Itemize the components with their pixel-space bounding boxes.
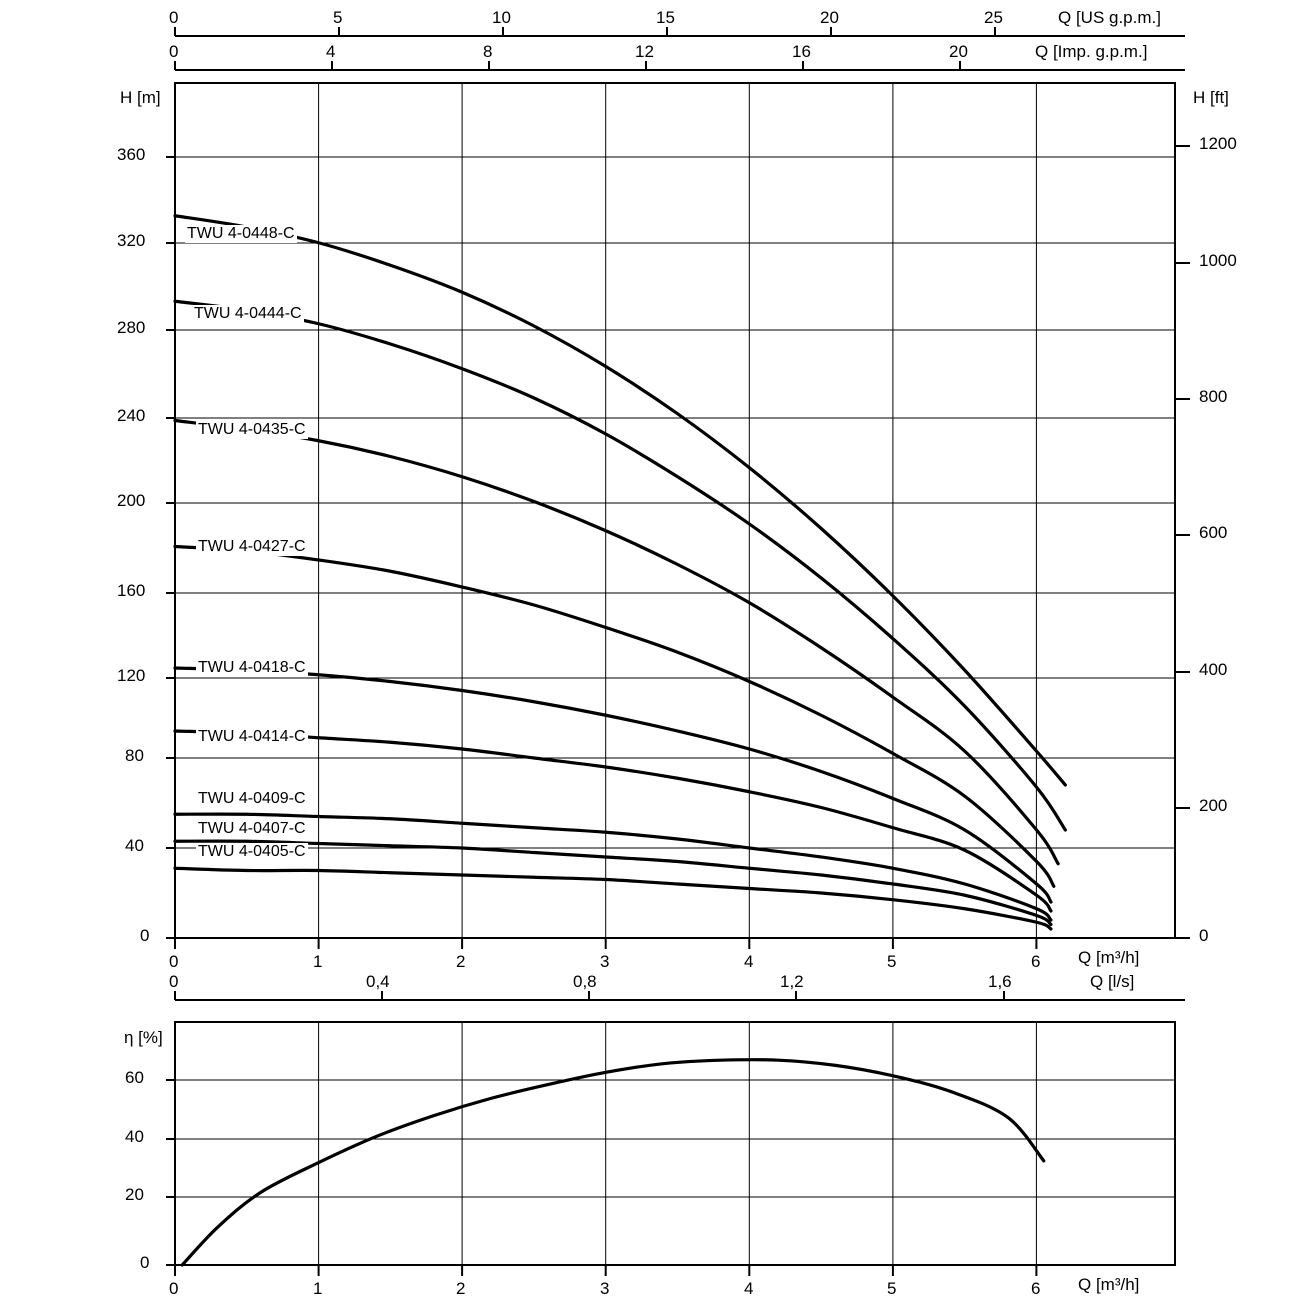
curve-label-twu-4-0409-c: TWU 4-0409-C	[198, 790, 306, 807]
bottom2-tick-0: 0	[169, 1279, 179, 1298]
top-axis2-tick-16: 16	[792, 42, 811, 61]
curve-label-twu-4-0414-c: TWU 4-0414-C	[198, 728, 306, 745]
left-tick-160: 160	[117, 581, 146, 600]
curve-twu-4-0444-c	[175, 301, 1065, 830]
eff-tick-60: 60	[125, 1068, 144, 1087]
curve-label-twu-4-0444-c: TWU 4-0444-C	[194, 305, 302, 322]
bottom2-tick-2: 2	[456, 1279, 466, 1298]
eff-top-tick-0: 0	[169, 972, 179, 991]
eff-tick-20: 20	[125, 1185, 144, 1204]
right-tick-0: 0	[1199, 926, 1209, 945]
bottom2-tick-6: 6	[1031, 1279, 1041, 1298]
right-tick-800: 800	[1199, 387, 1228, 406]
top-axis2-tick-4: 4	[326, 42, 336, 61]
right-tick-400: 400	[1199, 660, 1228, 679]
bottom2-tick-5: 5	[887, 1279, 897, 1298]
top-axis2-tick-12: 12	[635, 42, 654, 61]
eff-top-tick-08: 0,8	[573, 972, 597, 991]
right-axis-label: H [ft]	[1193, 88, 1229, 107]
top-axis1-label: Q [US g.p.m.]	[1058, 8, 1161, 27]
eff-top-tick-16: 1,6	[988, 972, 1012, 991]
left-tick-280: 280	[117, 318, 146, 337]
eff-tick-40: 40	[125, 1127, 144, 1146]
left-tick-200: 200	[117, 491, 146, 510]
bottom2-tick-3: 3	[600, 1279, 610, 1298]
head-curve-group	[175, 216, 1065, 929]
curve-label-twu-4-0427-c: TWU 4-0427-C	[198, 538, 306, 555]
bottom1-tick-4: 4	[744, 952, 754, 971]
bottom2-axis-label: Q [m³/h]	[1078, 1275, 1140, 1294]
top-axis1-tick-5: 5	[333, 8, 343, 27]
bottom1-tick-0: 0	[169, 952, 179, 971]
right-tick-200: 200	[1199, 796, 1228, 815]
curve-label-twu-4-0435-c: TWU 4-0435-C	[198, 421, 306, 438]
curve-label-twu-4-0418-c: TWU 4-0418-C	[198, 659, 306, 676]
left-tick-240: 240	[117, 406, 146, 425]
curve-twu-4-0448-c	[175, 216, 1065, 785]
right-tick-600: 600	[1199, 523, 1228, 542]
top-axis2-label: Q [Imp. g.p.m.]	[1035, 42, 1148, 61]
curve-efficiency	[182, 1060, 1044, 1265]
bottom1-tick-1: 1	[313, 952, 323, 971]
left-tick-360: 360	[117, 145, 146, 164]
curve-twu-4-0418-c	[175, 668, 1051, 902]
top-axis1-tick-20: 20	[820, 8, 839, 27]
left-axis-label: H [m]	[120, 88, 161, 107]
bottom2-tick-4: 4	[744, 1279, 754, 1298]
top-axis1-tick-10: 10	[492, 8, 511, 27]
bottom1-axis-label: Q [m³/h]	[1078, 948, 1140, 967]
top-axis2-tick-20: 20	[949, 42, 968, 61]
eff-top-axis-label: Q [l/s]	[1090, 972, 1135, 991]
left-tick-80: 80	[125, 746, 144, 765]
curve-label-twu-4-0405-c: TWU 4-0405-C	[198, 843, 306, 860]
bottom1-tick-6: 6	[1031, 952, 1041, 971]
curve-label-twu-4-0448-c: TWU 4-0448-C	[187, 225, 295, 242]
bottom1-tick-3: 3	[600, 952, 610, 971]
curve-twu-4-0405-c	[175, 868, 1051, 929]
bottom1-tick-2: 2	[456, 952, 466, 971]
top-axis2-tick-0: 0	[169, 42, 179, 61]
eff-axis-label: η [%]	[124, 1028, 163, 1047]
left-tick-40: 40	[125, 836, 144, 855]
eff-top-tick-12: 1,2	[780, 972, 804, 991]
top-axis2-tick-8: 8	[483, 42, 493, 61]
eff-top-tick-04: 0,4	[366, 972, 390, 991]
eff-tick-0: 0	[140, 1253, 150, 1272]
left-tick-0: 0	[140, 926, 150, 945]
bottom1-tick-5: 5	[887, 952, 897, 971]
top-axis1-tick-15: 15	[656, 8, 675, 27]
left-tick-120: 120	[117, 666, 146, 685]
right-tick-1000: 1000	[1199, 251, 1237, 270]
right-tick-1200: 1200	[1199, 134, 1237, 153]
left-tick-320: 320	[117, 231, 146, 250]
curve-label-twu-4-0407-c: TWU 4-0407-C	[198, 820, 306, 837]
top-axis1-tick-0: 0	[169, 8, 179, 27]
efficiency-curve-group	[182, 1060, 1044, 1265]
top-axis1-tick-25: 25	[984, 8, 1003, 27]
bottom2-tick-1: 1	[313, 1279, 323, 1298]
